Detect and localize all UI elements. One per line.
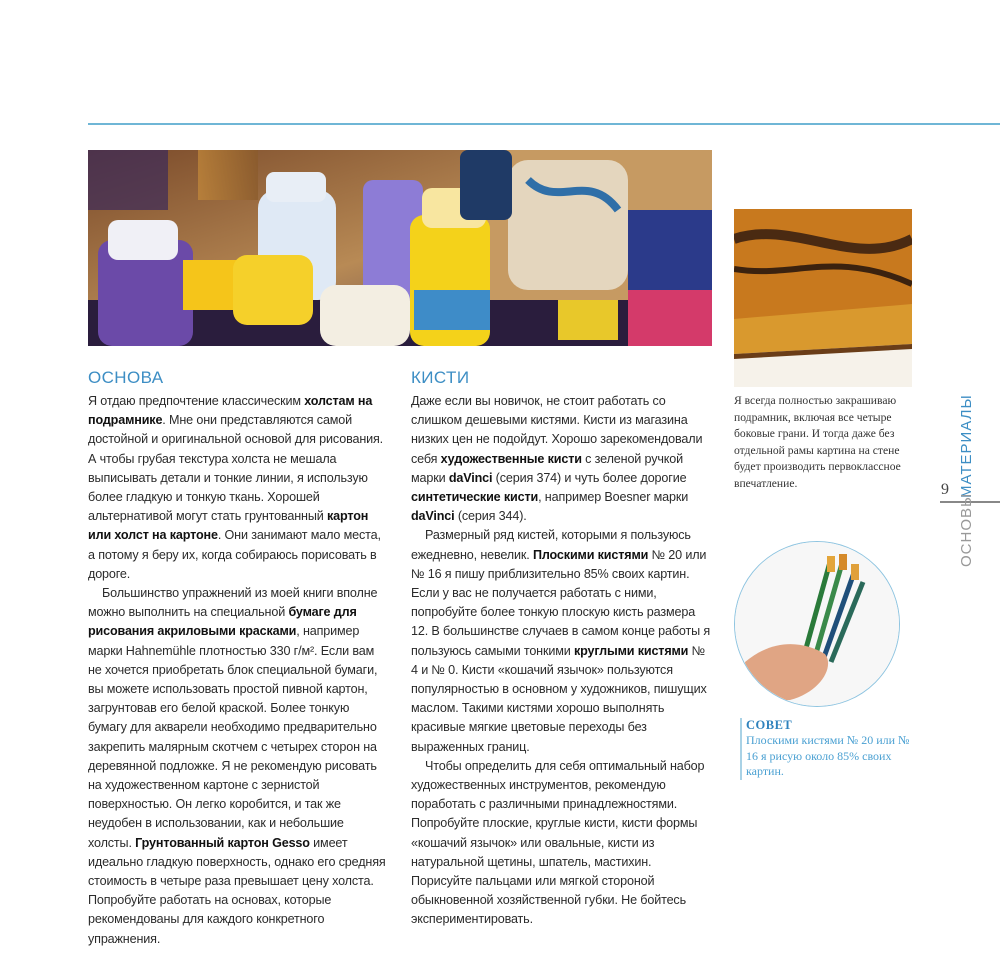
paragraph-kisti-2: Размерный ряд кистей, которыми я пользуюсь ежедневно, невелик. Плоскими кистями № 20 или № 16 я пишу приблизительно 85% своих картин. Если у вас не получается работать с ними, попробуйте более тонкую плоскую кисть размера 12. В большинстве случаев в самом конце работы я пользуюсь самыми тонкими круглыми кистями № 4 и № 0. Кисти «кошачий язычок» пользуются популярностью в основном у художников, пишущих маслом. Такими кистями хорошо выполнять красивые мягкие цветовые переходы без выраженных границ. bbox=[411, 528, 711, 754]
canvas-edge-photo bbox=[734, 209, 912, 387]
heading-osnova: ОСНОВА bbox=[88, 368, 164, 387]
paragraph-osnova-2: Большинство упражнений из моей книги вполне можно выполнить на специальной бумаге для рисования акриловыми красками, например марки Hahnemühle плотностью 330 г/м². Если вам не хочется приобретать блок специальной бумаги, вы можете использовать простой пивной картон, загрунтовав его белой краской. Более тонкую бумагу для акварели необходимо предварительно закрепить малярным скотчем с четырех сторон на деревянной подложке. Я не рекомендую рисовать на художественном картоне с зернистой поверхностью. Он легко коробится, и так же неудобен в использовании, как и небольшие холсты. Грунтованный картон Gesso имеет идеально гладкую поверхность, однако его средняя стоимость в четыре раза превышает цену холста. Попробуйте работать на основах, которые рекомендованы для каждого конкретного упражнения. bbox=[88, 586, 386, 946]
page-number: 9 bbox=[941, 481, 949, 498]
paragraph-kisti-3: Чтобы определить для себя оптимальный набор художественных инструментов, рекомендую поработать с различными принадлежностями. Попробуйте плоские, круглые кисти, кисти формы «кошачий язычок» или овальные, кисти из натуральной щетины, шпатель, мастихин. Порисуйте пальцами или мягкой стороной обыкновенной хозяйственной губки. Не бойтесь экспериментировать. bbox=[411, 758, 705, 927]
paragraph-kisti-1: Даже если вы новичок, не стоит работать со слишком дешевыми кистями. Кисти из магазина низких цен не подойдут. Хорошо зарекомендовали себя художественные кисти с зеленой ручкой марки daVinci (серия 374) и чуть более дорогие синтетические кисти, например Boesner марки daVinci (серия 344). bbox=[411, 394, 703, 524]
heading-kisti: КИСТИ bbox=[411, 368, 470, 387]
right-column bbox=[411, 392, 711, 930]
brushes-photo bbox=[734, 541, 900, 707]
left-column bbox=[88, 392, 388, 949]
tip-text: Плоскими кистями № 20 или № 16 я рисую около 85% своих картин. bbox=[746, 733, 910, 778]
paint-bottles-photo bbox=[88, 150, 712, 346]
top-rule bbox=[88, 123, 1000, 125]
side-tab-subsection: МАТЕРИАЛЫ bbox=[958, 394, 975, 498]
tip-title: СОВЕТ bbox=[746, 718, 793, 732]
side-tab-section: ОСНОВЫ bbox=[958, 492, 975, 567]
paragraph-osnova-1: Я отдаю предпочтение классическим холстам на подрамнике. Мне они представляются самой достойной и оригинальной основой для рисования. А чтобы грубая текстура холста не мешала выписывать детали и тонкие линии, я использую более гладкую и тонкую ткань. Хорошей альтернативой могут стать грунтованный картон или холст на картоне. Они занимают мало места, а потому я беру их, когда собираюсь порисовать в дороге. bbox=[88, 394, 384, 581]
tip-box bbox=[740, 718, 916, 780]
photo-caption: Я всегда полностью закрашиваю подрамник, включая все четыре боковые грани. И тогда даже без отдельной рамы картина на стене будет производить первоклассное впечатление. bbox=[734, 394, 901, 490]
